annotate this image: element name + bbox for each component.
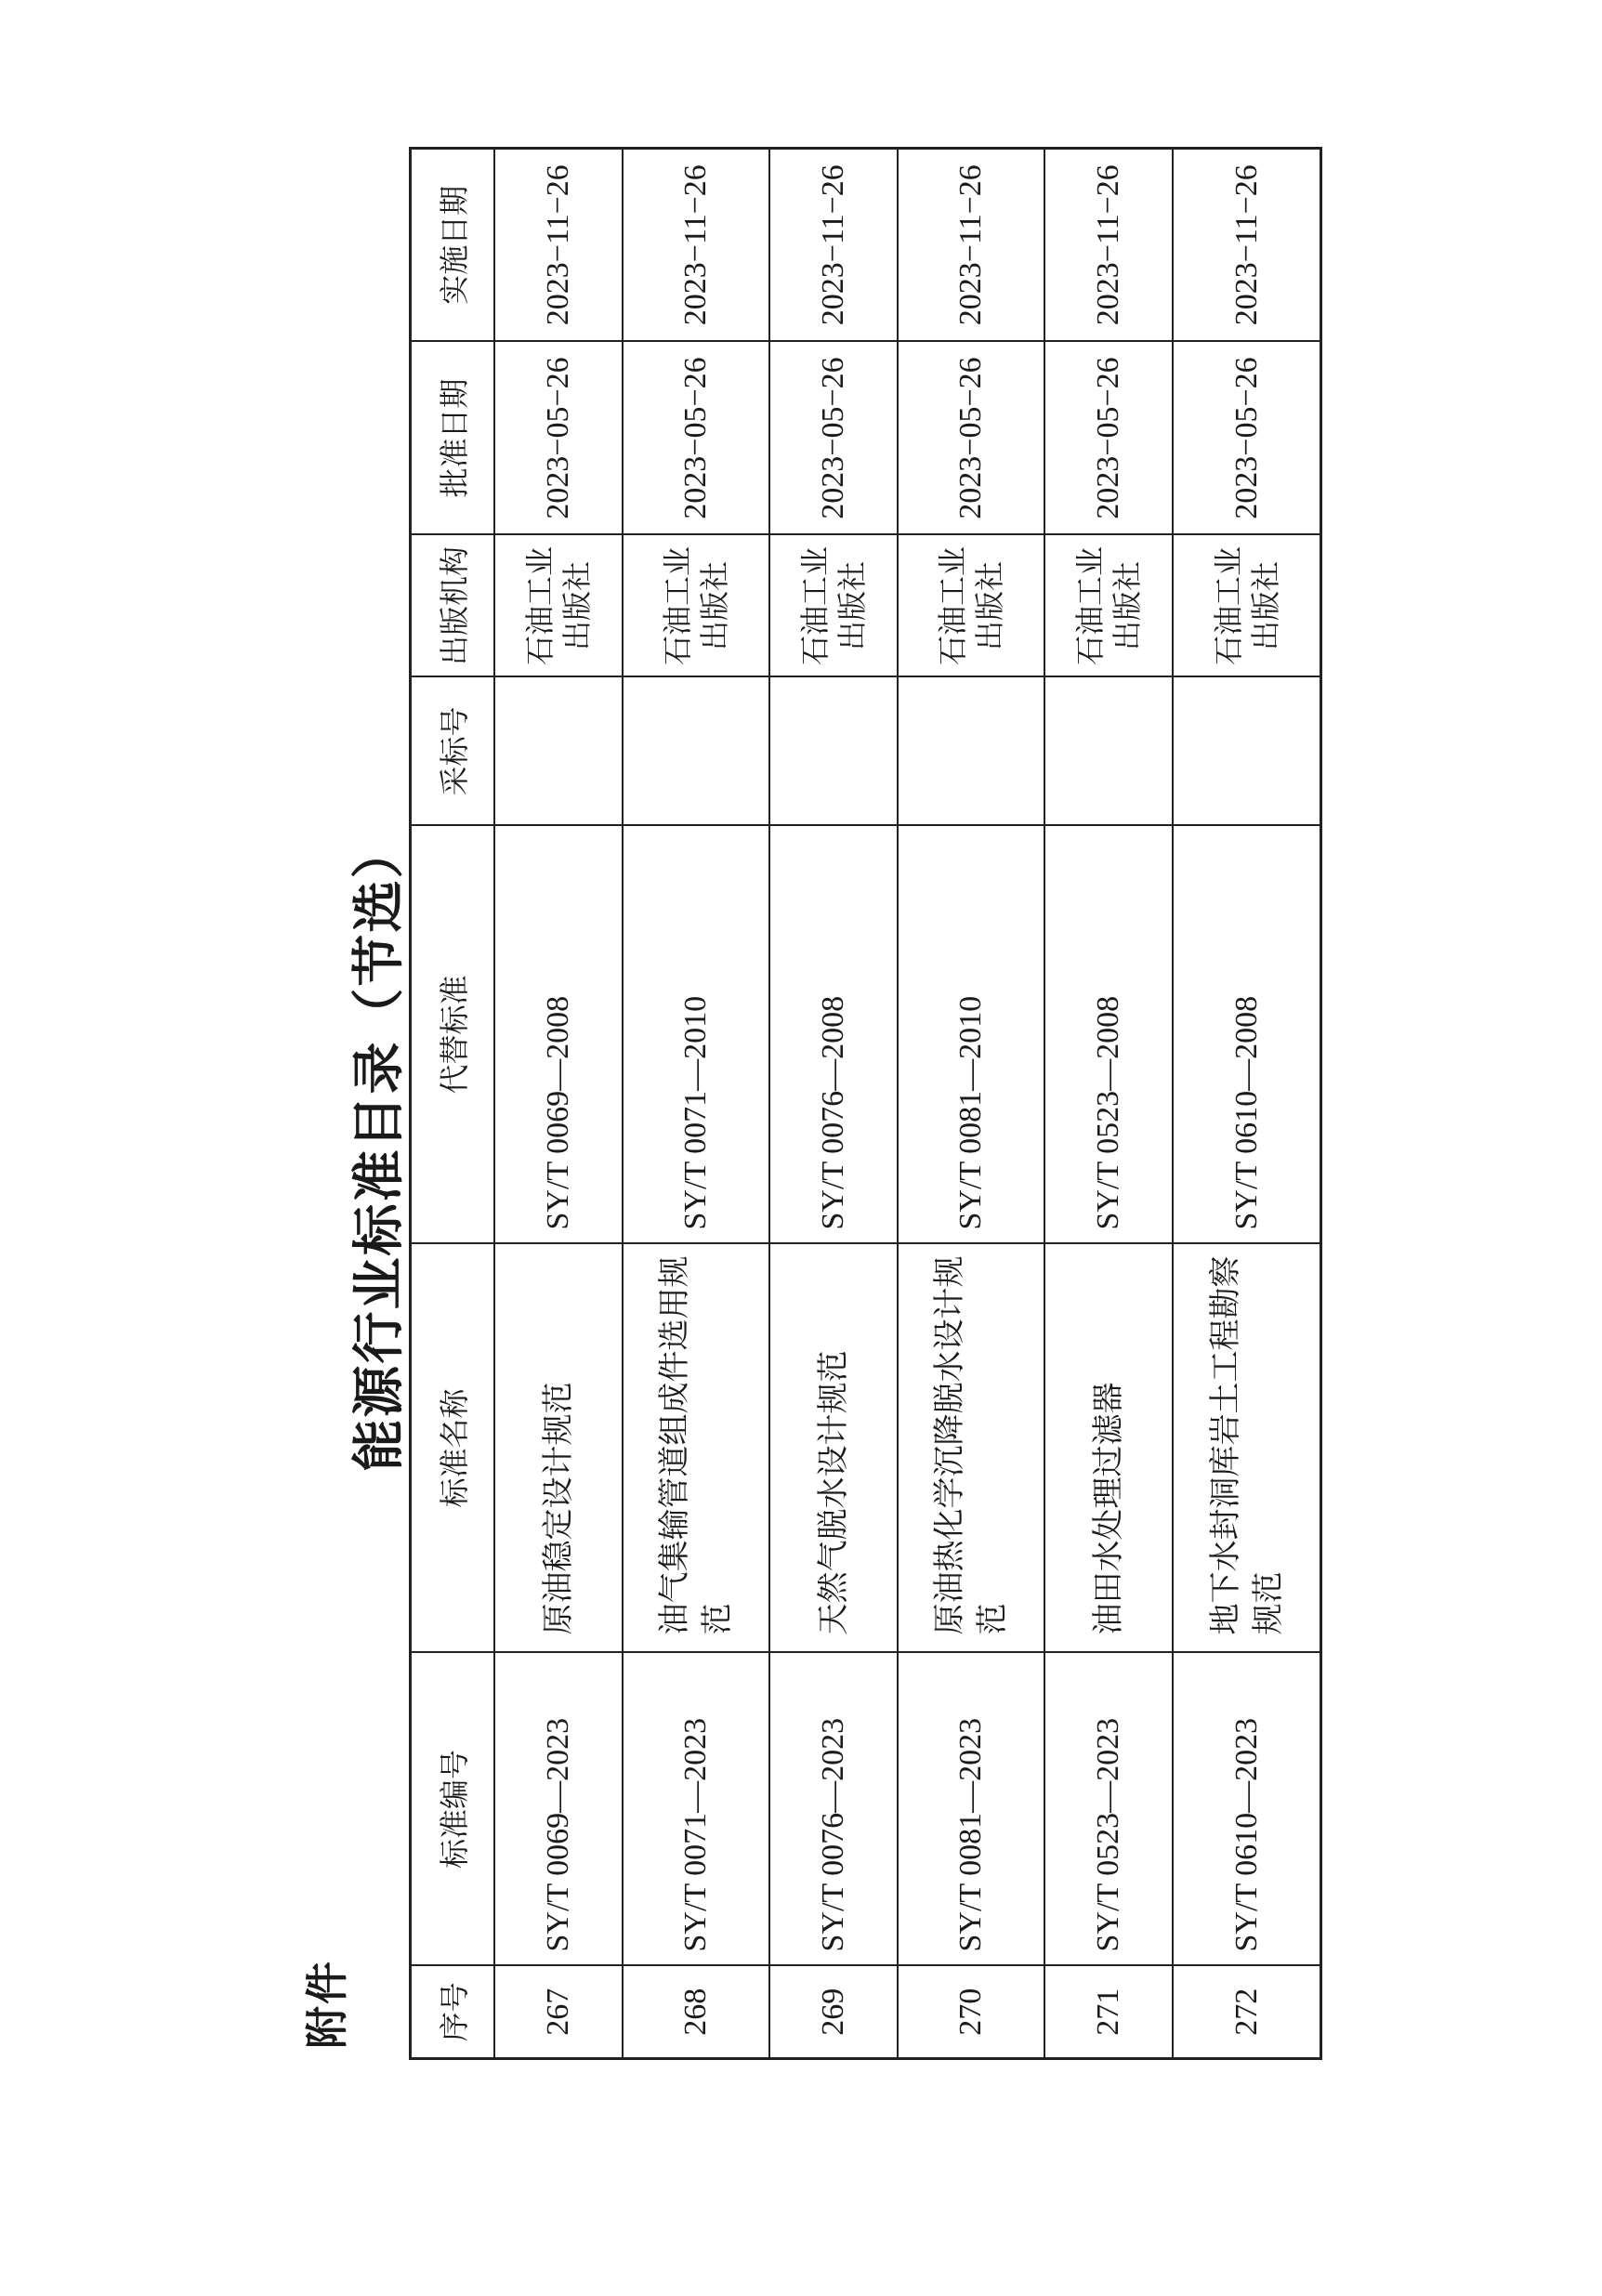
row-number: 268 xyxy=(623,1966,769,2059)
adopted-number xyxy=(769,677,898,826)
adopted-number xyxy=(1173,677,1320,826)
standard-code: SY/T 0076—2023 xyxy=(769,1653,898,1966)
effective-date: 2023−11−26 xyxy=(1173,149,1320,342)
adopted-number xyxy=(898,677,1044,826)
standard-code: SY/T 0610—2023 xyxy=(1173,1653,1320,1966)
header-cell: 标准名称 xyxy=(411,1244,495,1653)
row-number: 267 xyxy=(494,1966,623,2059)
standard-code: SY/T 0523—2023 xyxy=(1044,1653,1173,1966)
approval-date: 2023−05−26 xyxy=(1173,342,1320,535)
table-header-row xyxy=(411,149,495,2059)
approval-date: 2023−05−26 xyxy=(623,342,769,535)
standard-name: 天然气脱水设计规范 xyxy=(769,1244,898,1653)
publisher: 石油工业出版社 xyxy=(494,535,623,677)
table-row xyxy=(623,149,769,2059)
row-number: 271 xyxy=(1044,1966,1173,2059)
table-row xyxy=(494,149,623,2059)
header-cell: 序号 xyxy=(411,1966,495,2059)
adopted-number xyxy=(1044,677,1173,826)
standard-name: 油田水处理过滤器 xyxy=(1044,1244,1173,1653)
standard-name: 原油热化学沉降脱水设计规范 xyxy=(898,1244,1044,1653)
standard-code: SY/T 0081—2023 xyxy=(898,1653,1044,1966)
table-row xyxy=(1173,149,1320,2059)
header-cell: 标准编号 xyxy=(411,1653,495,1966)
publisher: 石油工业出版社 xyxy=(898,535,1044,677)
replaced-standard: SY/T 0076—2008 xyxy=(769,826,898,1244)
effective-date: 2023−11−26 xyxy=(898,149,1044,342)
adopted-number xyxy=(494,677,623,826)
appendix-label: 附件 xyxy=(302,1960,352,2049)
approval-date: 2023−05−26 xyxy=(494,342,623,535)
replaced-standard: SY/T 0610—2008 xyxy=(1173,826,1320,1244)
effective-date: 2023−11−26 xyxy=(623,149,769,342)
header-cell: 代替标准 xyxy=(411,826,495,1244)
approval-date: 2023−05−26 xyxy=(898,342,1044,535)
document-title: 能源行业标准目录（节选） xyxy=(349,824,410,1472)
effective-date: 2023−11−26 xyxy=(494,149,623,342)
replaced-standard: SY/T 0071—2010 xyxy=(623,826,769,1244)
standard-code: SY/T 0071—2023 xyxy=(623,1653,769,1966)
header-cell: 批准日期 xyxy=(411,342,495,535)
header-cell: 出版机构 xyxy=(411,535,495,677)
publisher: 石油工业出版社 xyxy=(623,535,769,677)
replaced-standard: SY/T 0523—2008 xyxy=(1044,826,1173,1244)
adopted-number xyxy=(623,677,769,826)
row-number: 269 xyxy=(769,1966,898,2059)
table-row xyxy=(1044,149,1173,2059)
publisher: 石油工业出版社 xyxy=(1044,535,1173,677)
row-number: 270 xyxy=(898,1966,1044,2059)
standard-name: 地下水封洞库岩土工程勘察规范 xyxy=(1173,1244,1320,1653)
table-row xyxy=(769,149,898,2059)
row-number: 272 xyxy=(1173,1966,1320,2059)
standard-code: SY/T 0069—2023 xyxy=(494,1653,623,1966)
standard-name: 原油稳定设计规范 xyxy=(494,1244,623,1653)
standard-name: 油气集输管道组成件选用规范 xyxy=(623,1244,769,1653)
table-row xyxy=(898,149,1044,2059)
replaced-standard: SY/T 0069—2008 xyxy=(494,826,623,1244)
publisher: 石油工业出版社 xyxy=(1173,535,1320,677)
publisher: 石油工业出版社 xyxy=(769,535,898,677)
header-cell: 实施日期 xyxy=(411,149,495,342)
replaced-standard: SY/T 0081—2010 xyxy=(898,826,1044,1244)
approval-date: 2023−05−26 xyxy=(769,342,898,535)
standards-table xyxy=(409,147,1322,2060)
approval-date: 2023−05−26 xyxy=(1044,342,1173,535)
effective-date: 2023−11−26 xyxy=(769,149,898,342)
effective-date: 2023−11−26 xyxy=(1044,149,1173,342)
header-cell: 采标号 xyxy=(411,677,495,826)
